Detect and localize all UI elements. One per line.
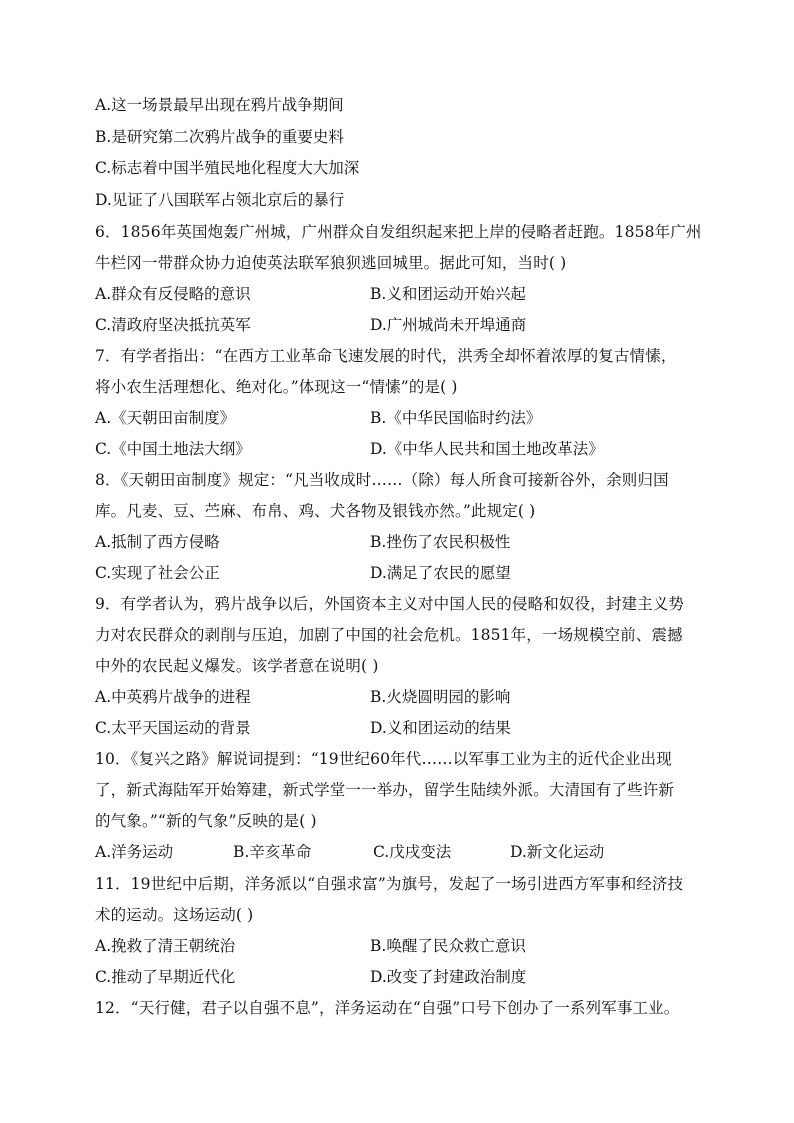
q8-options-row-1 xyxy=(95,532,715,552)
q11-option-c: C.推动了早期近代化 xyxy=(95,968,236,986)
q9-option-b: B.火烧圆明园的影响 xyxy=(370,688,511,706)
q9-option-c: C.太平天国运动的背景 xyxy=(95,719,251,737)
q6-stem-line-2: 牛栏冈一带群众协力迫使英法联军狼狈逃回城里。据此可知，当时( ) xyxy=(95,254,567,272)
q10-option-a: A.洋务运动 xyxy=(95,843,174,861)
q8-option-d: D.满足了农民的愿望 xyxy=(370,564,511,582)
q6-option-d: D.广州城尚未开埠通商 xyxy=(370,316,527,334)
q9-option-d: D.义和团运动的结果 xyxy=(370,719,511,737)
q7-stem-line-1: 7．有学者指出：“在西方工业革命飞速发展的时代，洪秀全却怀着浓厚的复古情愫， xyxy=(95,347,677,365)
q10-option-d: D.新文化运动 xyxy=(510,843,605,861)
q6-options-row-1 xyxy=(95,284,715,304)
q7-option-b: B.《中华民国临时约法》 xyxy=(370,409,542,427)
q5-option-b: B.是研究第二次鸦片战争的重要史料 xyxy=(95,128,344,146)
q8-stem-line-2: 库。凡麦、豆、苎麻、布帛、鸡、犬各物及银钱亦然。”此规定( ) xyxy=(95,502,536,520)
q9-option-a: A.中英鸦片战争的进程 xyxy=(95,688,251,706)
q9-options-row-2 xyxy=(95,718,715,738)
q7-options-row-2 xyxy=(95,439,715,459)
q8-option-a: A.抵制了西方侵略 xyxy=(95,533,220,551)
q11-option-b: B.唤醒了民众救亡意识 xyxy=(370,937,526,955)
q12-stem-line-1: 12．“天行健，君子以自强不息”，洋务运动在“自强”口号下创办了一系列军事工业。 xyxy=(95,999,680,1017)
q7-option-c: C.《中国土地法大纲》 xyxy=(95,440,251,458)
q9-stem-line-1: 9．有学者认为，鸦片战争以后，外国资本主义对中国人民的侵略和奴役，封建主义势 xyxy=(95,595,685,613)
q6-option-b: B.义和团运动开始兴起 xyxy=(370,285,526,303)
q11-stem-line-1: 11．19世纪中后期，洋务派以“自强求富”为旗号，发起了一场引进西方军事和经济技 xyxy=(95,875,684,893)
q7-option-a: A.《天朝田亩制度》 xyxy=(95,409,236,427)
q11-option-a: A.挽救了清王朝统治 xyxy=(95,937,236,955)
q6-option-c: C.清政府坚决抵抗英军 xyxy=(95,316,251,334)
q9-stem-line-2: 力对农民群众的剥削与压迫，加剧了中国的社会危机。1851年，一场规模空前、震撼 xyxy=(95,626,683,644)
q6-option-a: A.群众有反侵略的意识 xyxy=(95,285,251,303)
q11-stem-line-2: 术的运动。这场运动( ) xyxy=(95,906,254,924)
q10-option-b: B.辛亥革命 xyxy=(233,843,312,861)
q8-options-row-2 xyxy=(95,563,715,583)
q8-stem-line-1: 8．《天朝田亩制度》规定：“凡当收成时……（除）每人所食可接新谷外，余则归国 xyxy=(95,471,669,489)
q7-stem-line-2: 将小农生活理想化、绝对化。”体现这一“情愫”的是( ) xyxy=(95,378,458,396)
q10-stem-line-3: 的气象。”“新的气象”反映的是( ) xyxy=(95,812,317,830)
q9-options-row-1 xyxy=(95,687,715,707)
q8-option-c: C.实现了社会公正 xyxy=(95,564,220,582)
q6-options-row-2 xyxy=(95,315,715,335)
q11-options-row-1 xyxy=(95,936,715,956)
q11-options-row-2 xyxy=(95,967,715,987)
q5-option-c: C.标志着中国半殖民地化程度大大加深 xyxy=(95,159,360,177)
q8-option-b: B.挫伤了农民积极性 xyxy=(370,533,511,551)
q10-stem-line-2: 了，新式海陆军开始筹建，新式学堂一一举办，留学生陆续外派。大清国有了些许新 xyxy=(95,781,675,799)
q11-option-d: D.改变了封建政治制度 xyxy=(370,968,527,986)
q10-stem-line-1: 10．《复兴之路》解说词提到：“19世纪60年代……以军事工业为主的近代企业出现 xyxy=(95,750,672,768)
q7-option-d: D.《中华人民共和国土地改革法》 xyxy=(370,440,604,458)
q6-stem-line-1: 6．1856年英国炮轰广州城，广州群众自发组织起来把上岸的侵略者赶跑。1858年广州 xyxy=(95,223,702,241)
q10-option-c: C.戊戌变法 xyxy=(373,843,452,861)
q10-options-row xyxy=(95,842,715,862)
q9-stem-line-3: 中外的农民起义爆发。该学者意在说明( ) xyxy=(95,657,379,675)
q7-options-row-1 xyxy=(95,408,715,428)
q5-option-d: D.见证了八国联军占领北京后的暴行 xyxy=(95,191,345,209)
q5-option-a: A.这一场景最早出现在鸦片战争期间 xyxy=(95,96,344,114)
